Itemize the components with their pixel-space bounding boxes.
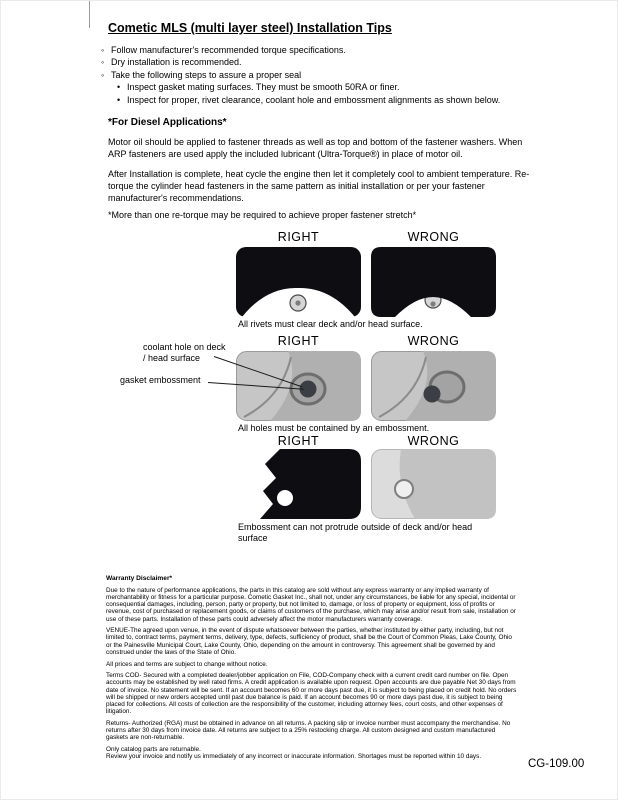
tip-item: [101, 69, 571, 81]
right-column-label: RIGHT: [277, 334, 320, 348]
legal-paragraph: Due to the nature of performance applications, the parts in this catalog are sold without any express warranty or any implied warranty of merchantability or fitness for a particular purpose. Cometic Gasket Inc., shall not, under any circumstances, be liable for any special, incidental or consequential damages, including, person, party or property, but not limited to, damage, or loss of property or equipment, loss of profits or revenue, cost of purchased or replacement goods, or claims of customers of the purchase, which may arise and/or result from sale, installation or use of these parts. Installation of these parts could adversely affect the motor manufacturers warranty coverage.: [106, 586, 516, 623]
embossment-caption: All holes must be contained by an embossment.: [238, 423, 430, 433]
tip-item: [101, 56, 571, 68]
diesel-applications-heading: *For Diesel Applications*: [108, 117, 227, 128]
rivet-clearance-right-image: [236, 247, 361, 317]
coolant-hole-label: coolant hole on deck / head surface: [143, 342, 226, 363]
protrusion-right-image: [236, 449, 361, 519]
legal-paragraph: Terms COD- Secured with a completed dealer/jobber application on File, COD-Company check with a current credit card number on file. Open accounts may be established by well rated firms. A credit application is available upon request. Open accounts are due payable Net 30 days from date of invoice. No statement will be sent. If an account becomes 60 or more days past due, it is subject to being placed on credit hold. No orders will be shipped or new orders accepted until past due balance is paid. If an account becomes 90 or more days past due, it is subject to being placed for collections. All costs of collection are the responsibility of the customer, including attorney fees, court costs, and other expenses of litigation.: [106, 672, 517, 716]
tip-text: Take the following steps to assure a proper seal: [111, 69, 302, 80]
installation-tips-list: [101, 44, 571, 106]
wrong-column-label: WRONG: [407, 434, 460, 448]
coolant-hole: [424, 386, 441, 403]
legal-paragraph: Review your invoice and notify us immediately of any incorrect or inaccurate information. Shortages must be reported within 10 days.: [106, 753, 482, 761]
rivet-clearance-wrong-image: [371, 247, 496, 317]
diesel-paragraph: Motor oil should be applied to fastener threads as well as top and bottom of the fastener washers. When ARP fasteners are used apply the included lubricant (Ultra-Torque®) in place of motor oil.: [108, 137, 523, 159]
rivet-caption: All rivets must clear deck and/or head surface.: [238, 319, 423, 329]
warranty-disclaimer-heading: Warranty Disclaimer*: [106, 575, 173, 582]
page-number: CG-109.00: [528, 758, 585, 770]
legal-paragraph: Returns- Authorized (RGA) must be obtained in advance on all returns. A packing slip or invoice number must accompany the merchandise. No returns after 30 days from invoice date. All returns are subject to a 25% restocking charge. All custom designed and custom manufactured gaskets are non-returnable.: [106, 719, 511, 742]
wrong-column-label: WRONG: [407, 230, 460, 244]
legal-paragraph: VENUE-The agreed upon venue, in the event of dispute whatsoever between the parties, whether instituted by either party, including, but not limited to, contract terms, payment terms, delivery, type, defects, sufficiency of product, shall be the Court of Common Pleas, Lake County, Ohio or the Painesville Municipal Court, Lake County, Ohio, depending on the amount in controversy. This agreement shall be governed by and construed under the laws of the State of Ohio.: [106, 627, 512, 656]
tip-text: Dry installation is recommended.: [111, 57, 242, 68]
retorque-note: *More than one re-torque may be required to achieve proper fastener stretch*: [108, 210, 417, 220]
legal-paragraph: All prices and terms are subject to change without notice.: [106, 660, 268, 668]
tip-text: Inspect for proper, rivet clearance, coolant hole and embossment alignments as shown below.: [127, 94, 501, 105]
tip-text: Follow manufacturer's recommended torque specifications.: [111, 45, 346, 55]
tip-sub-item: [117, 94, 571, 106]
tip-sub-item: [117, 81, 571, 93]
protrusion-wrong-image: [371, 449, 496, 519]
embossment-hole: [277, 490, 293, 506]
embossment-hole: [395, 480, 413, 498]
page-title: Cometic MLS (multi layer steel) Installation Tips: [108, 21, 392, 35]
right-column-label: RIGHT: [277, 230, 320, 244]
embossment-wrong-image: [371, 351, 496, 421]
gasket-embossment-label: gasket embossment: [120, 375, 201, 385]
legal-paragraph: Only catalog parts are returnable.: [106, 746, 201, 754]
tip-text: Inspect gasket mating surfaces. They must be smooth 50RA or finer.: [127, 82, 400, 93]
legal-section: [106, 575, 518, 760]
tip-item: [101, 44, 571, 56]
wrong-column-label: WRONG: [407, 334, 460, 348]
scan-margin-mark: [89, 1, 90, 28]
protrusion-caption: Embossment can not protrude outside of deck and/or head surface: [238, 522, 473, 543]
right-column-label: RIGHT: [277, 434, 320, 448]
diesel-paragraph: After Installation is complete, heat cycle the engine then let it completely cool to ambient temperature. Re-torque the cylinder head fasteners in the same pattern as initial installation or per your fastener manufacturer's recommendations.: [108, 169, 530, 203]
